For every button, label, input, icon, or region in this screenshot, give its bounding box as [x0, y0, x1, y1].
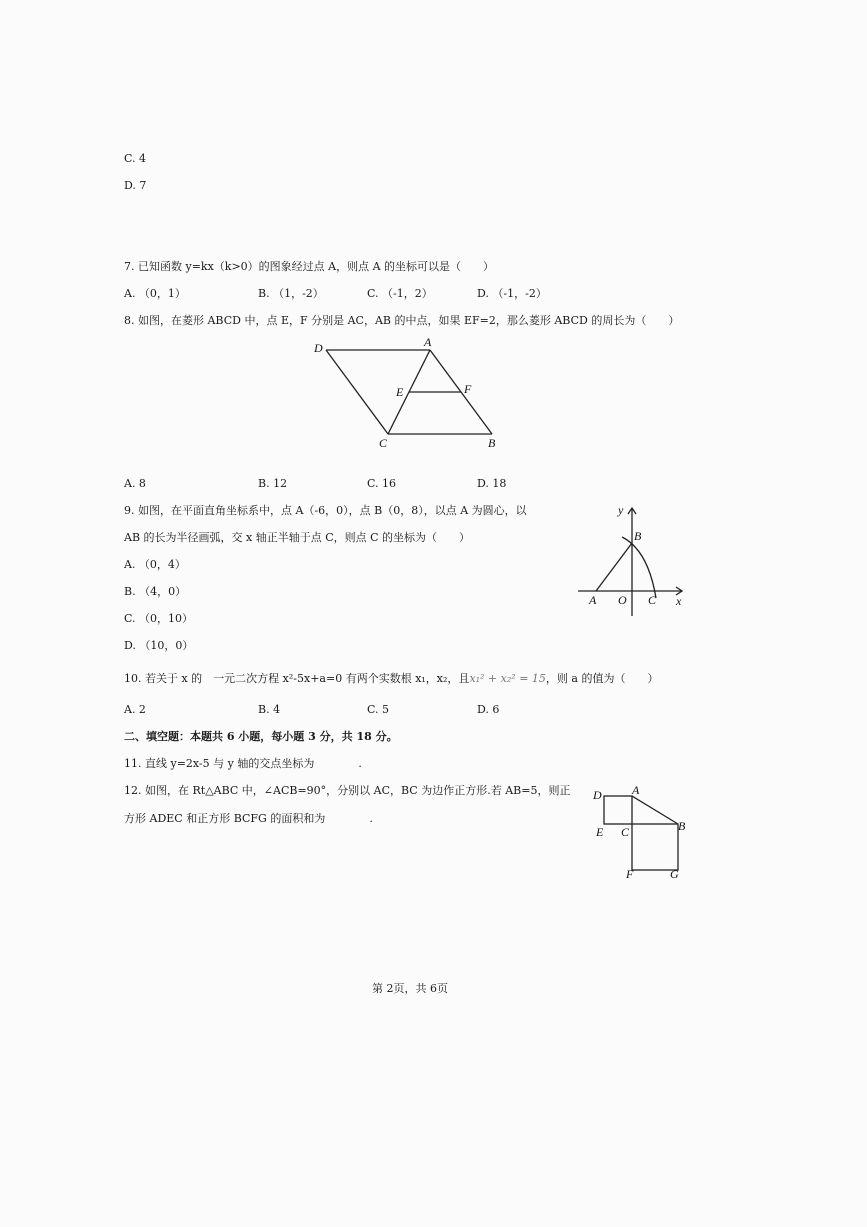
q6-option-c: C. 4: [124, 152, 147, 165]
q8-label-b: B: [488, 436, 496, 450]
q8-option-d: D. 18: [477, 477, 507, 490]
q10-stem: [124, 672, 658, 686]
q10-stem-part2: ，则 a 的值为（ ）: [545, 672, 659, 685]
q8-label-a: A: [424, 335, 432, 349]
q7-stem: 7. 已知函数 y=kx（k>0）的图象经过点 A，则点 A 的坐标可以是（ ）: [124, 260, 495, 273]
q12-square-bcfg: [632, 824, 678, 870]
q9-arc-bc: [622, 537, 656, 598]
q12-label-g: G: [670, 867, 679, 881]
q9-option-b: B. （4，0）: [124, 585, 187, 598]
q9-label-x: x: [676, 594, 682, 608]
q12-stem-line2: 方形 ADEC 和正方形 BCFG 的面积和为 .: [124, 812, 373, 825]
q10-option-c: C. 5: [367, 703, 390, 716]
q8-option-c: C. 16: [367, 477, 397, 490]
q10-formula: x₁² + x₂² = 15: [469, 672, 546, 685]
q9-option-a: A. （0，4）: [124, 558, 186, 571]
q8-stem: 8. 如图，在菱形 ABCD 中，点 E，F 分别是 AC，AB 的中点，如果 EF=2，那么菱形 ABCD 的周长为（ ）: [124, 314, 680, 327]
q8-label-f: F: [464, 382, 472, 396]
q10-option-b: B. 4: [258, 703, 281, 716]
q7-option-c: C. （-1，2）: [367, 287, 433, 300]
q10-stem-part1: 10. 若关于 x 的 一元二次方程 x²-5x+a=0 有两个实数根 x₁，x₂，且: [124, 672, 470, 685]
q9-option-d: D. （10，0）: [124, 639, 194, 652]
q12-label-a: A: [632, 783, 640, 797]
q12-label-c: C: [621, 825, 630, 839]
q12-label-b: B: [678, 819, 686, 833]
q12-square-adec: [604, 796, 632, 824]
q9-label-c: C: [648, 593, 657, 607]
q9-option-c: C. （0，10）: [124, 612, 194, 625]
q8-label-d: D: [314, 341, 323, 355]
q7-option-d: D. （-1，-2）: [477, 287, 547, 300]
q8-label-c: C: [379, 436, 388, 450]
q10-option-d: D. 6: [477, 703, 500, 716]
q9-label-b: B: [634, 529, 642, 543]
q9-label-o: O: [618, 593, 627, 607]
q8-option-b: B. 12: [258, 477, 288, 490]
q8-rhombus-figure: [300, 335, 520, 455]
section-2-heading: 二、填空题：本题共 6 小题，每小题 3 分，共 18 分。: [124, 730, 398, 743]
q11-stem: 11. 直线 y=2x-5 与 y 轴的交点坐标为 .: [124, 757, 362, 770]
q12-label-e: E: [596, 825, 604, 839]
q9-coordinate-figure: [570, 498, 690, 620]
q8-edge-cd: [326, 350, 388, 434]
q12-hypotenuse-ab: [632, 796, 678, 824]
q10-option-a: A. 2: [124, 703, 146, 716]
q9-stem-line2: AB 的长为半径画弧，交 x 轴正半轴于点 C，则点 C 的坐标为（ ）: [124, 531, 471, 544]
q9-stem-line1: 9. 如图，在平面直角坐标系中，点 A（-6，0），点 B（0，8），以点 A 为圆心，以: [124, 504, 527, 517]
q7-option-b: B. （1，-2）: [258, 287, 324, 300]
q12-stem-line1: 12. 如图，在 Rt△ABC 中，∠ACB=90°，分别以 AC，BC 为边作正方形.若 AB=5，则正: [124, 784, 571, 797]
q12-label-f: F: [626, 867, 634, 881]
q6-option-d: D. 7: [124, 179, 147, 192]
q9-label-a: A: [589, 593, 597, 607]
q12-squares-figure: [588, 780, 698, 885]
q8-option-a: A. 8: [124, 477, 146, 490]
q7-option-a: A. （0，1）: [124, 287, 186, 300]
q8-label-e: E: [396, 385, 404, 399]
q12-label-d: D: [593, 788, 602, 802]
page-footer: 第 2页，共 6页: [372, 982, 448, 995]
q9-label-y: y: [618, 503, 624, 517]
q9-segment-ab: [596, 543, 632, 591]
